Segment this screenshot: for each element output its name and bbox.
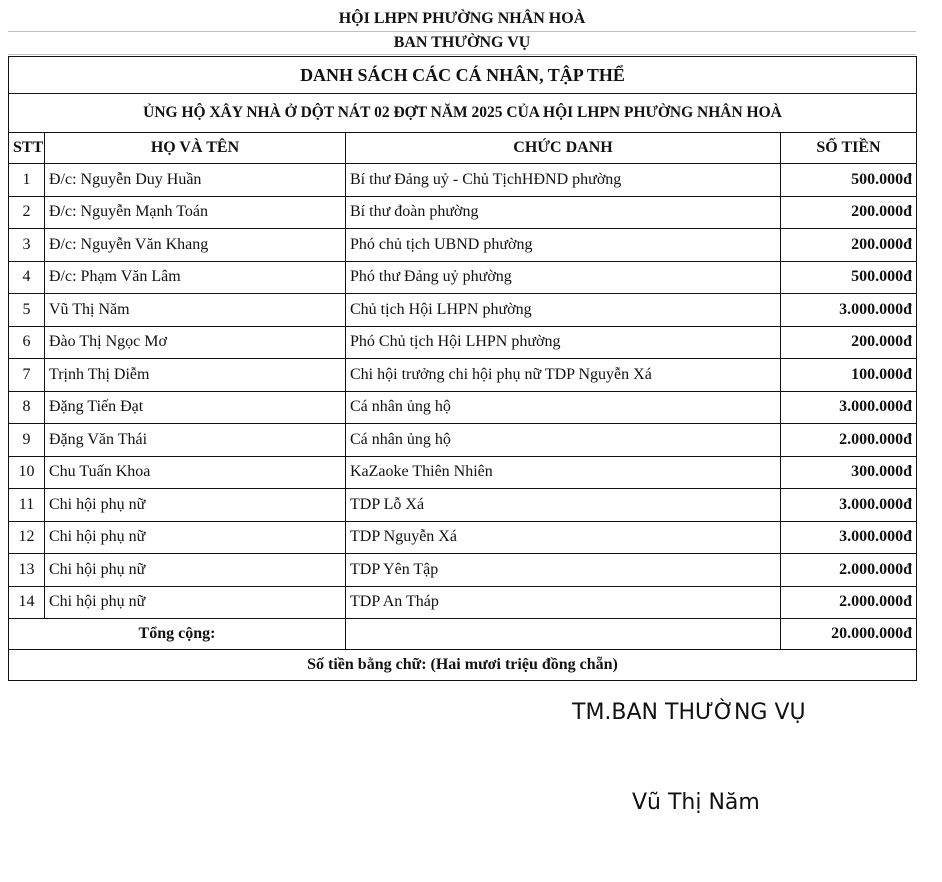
column-header-amount: SỐ TIỀN [781, 133, 917, 164]
row-amount: 200.000đ [781, 196, 917, 229]
row-name: Vũ Thị Năm [45, 294, 346, 327]
row-title: TDP Lỗ Xá [346, 489, 781, 522]
organization-name: HỘI LHPN PHƯỜNG NHÂN HOÀ [338, 10, 586, 27]
row-amount: 100.000đ [781, 359, 917, 392]
row-name: Đ/c: Nguyễn Duy Huần [45, 164, 346, 197]
committee-name: BAN THƯỜNG VỤ [393, 34, 531, 51]
table-row [9, 164, 917, 197]
row-amount: 500.000đ [781, 261, 917, 294]
amount-in-words: Số tiền bằng chữ: (Hai mươi triệu đồng chẵn) [9, 650, 917, 681]
row-amount: 2.000.000đ [781, 424, 917, 457]
row-title: Phó Chủ tịch Hội LHPN phường [346, 326, 781, 359]
table-row [9, 326, 917, 359]
row-stt: 4 [9, 261, 45, 294]
row-name: Đào Thị Ngọc Mơ [45, 326, 346, 359]
row-title: Phó chủ tịch UBND phường [346, 229, 781, 262]
amount-in-words-row [9, 650, 917, 681]
row-amount: 3.000.000đ [781, 489, 917, 522]
row-title: Chủ tịch Hội LHPN phường [346, 294, 781, 327]
table-row [9, 391, 917, 424]
row-title: Bí thư Đảng uỷ - Chủ TịchHĐND phường [346, 164, 781, 197]
row-amount: 2.000.000đ [781, 554, 917, 587]
row-stt: 9 [9, 424, 45, 457]
column-header-row [9, 133, 917, 164]
row-amount: 300.000đ [781, 456, 917, 489]
column-header-name: HỌ VÀ TÊN [45, 133, 346, 164]
total-row [9, 619, 917, 650]
row-stt: 6 [9, 326, 45, 359]
row-name: Trịnh Thị Diễm [45, 359, 346, 392]
table-row [9, 196, 917, 229]
row-stt: 11 [9, 489, 45, 522]
row-amount: 3.000.000đ [781, 521, 917, 554]
header-divider [8, 54, 916, 55]
row-name: Đ/c: Nguyễn Mạnh Toán [45, 196, 346, 229]
row-stt: 12 [9, 521, 45, 554]
total-label: Tổng cộng: [9, 619, 346, 650]
row-amount: 3.000.000đ [781, 294, 917, 327]
row-stt: 5 [9, 294, 45, 327]
table-row [9, 294, 917, 327]
table-row [9, 359, 917, 392]
table-row [9, 261, 917, 294]
donation-table [8, 56, 917, 681]
row-stt: 8 [9, 391, 45, 424]
signature-title: TM.BAN THƯỜNG VỤ [572, 700, 806, 725]
table-title-row [9, 57, 917, 94]
total-amount: 20.000.000đ [781, 619, 917, 650]
signature-name: Vũ Thị Năm [632, 790, 760, 815]
row-stt: 13 [9, 554, 45, 587]
row-title: TDP An Tháp [346, 586, 781, 619]
table-row [9, 424, 917, 457]
row-stt: 7 [9, 359, 45, 392]
document-title: DANH SÁCH CÁC CÁ NHÂN, TẬP THỂ [9, 57, 917, 94]
table-row [9, 554, 917, 587]
total-empty-cell [346, 619, 781, 650]
row-amount: 3.000.000đ [781, 391, 917, 424]
row-amount: 2.000.000đ [781, 586, 917, 619]
row-title: Phó thư Đảng uỷ phường [346, 261, 781, 294]
row-amount: 500.000đ [781, 164, 917, 197]
table-row [9, 521, 917, 554]
row-amount: 200.000đ [781, 326, 917, 359]
row-name: Chi hội phụ nữ [45, 521, 346, 554]
row-stt: 3 [9, 229, 45, 262]
row-stt: 10 [9, 456, 45, 489]
row-title: TDP Yên Tập [346, 554, 781, 587]
row-title: KaZaoke Thiên Nhiên [346, 456, 781, 489]
row-name: Chi hội phụ nữ [45, 554, 346, 587]
document-subtitle: ỦNG HỘ XÂY NHÀ Ở DỘT NÁT 02 ĐỢT NĂM 2025 CỦA HỘI LHPN PHƯỜNG NHÂN HOÀ [9, 94, 917, 133]
table-row [9, 586, 917, 619]
row-title: Chi hội trưởng chi hội phụ nữ TDP Nguyễn Xá [346, 359, 781, 392]
row-amount: 200.000đ [781, 229, 917, 262]
row-stt: 1 [9, 164, 45, 197]
row-name: Đặng Tiến Đạt [45, 391, 346, 424]
row-title: Cá nhân ủng hộ [346, 391, 781, 424]
table-row [9, 489, 917, 522]
row-stt: 14 [9, 586, 45, 619]
table-row [9, 229, 917, 262]
row-name: Đặng Văn Thái [45, 424, 346, 457]
row-name: Chi hội phụ nữ [45, 489, 346, 522]
table-row [9, 456, 917, 489]
table-subtitle-row [9, 94, 917, 133]
row-name: Đ/c: Nguyễn Văn Khang [45, 229, 346, 262]
column-header-stt: STT [9, 133, 45, 164]
row-stt: 2 [9, 196, 45, 229]
row-name: Chu Tuấn Khoa [45, 456, 346, 489]
row-name: Đ/c: Phạm Văn Lâm [45, 261, 346, 294]
column-header-title: CHỨC DANH [346, 133, 781, 164]
row-name: Chi hội phụ nữ [45, 586, 346, 619]
row-title: Cá nhân ủng hộ [346, 424, 781, 457]
row-title: TDP Nguyễn Xá [346, 521, 781, 554]
row-title: Bí thư đoàn phường [346, 196, 781, 229]
